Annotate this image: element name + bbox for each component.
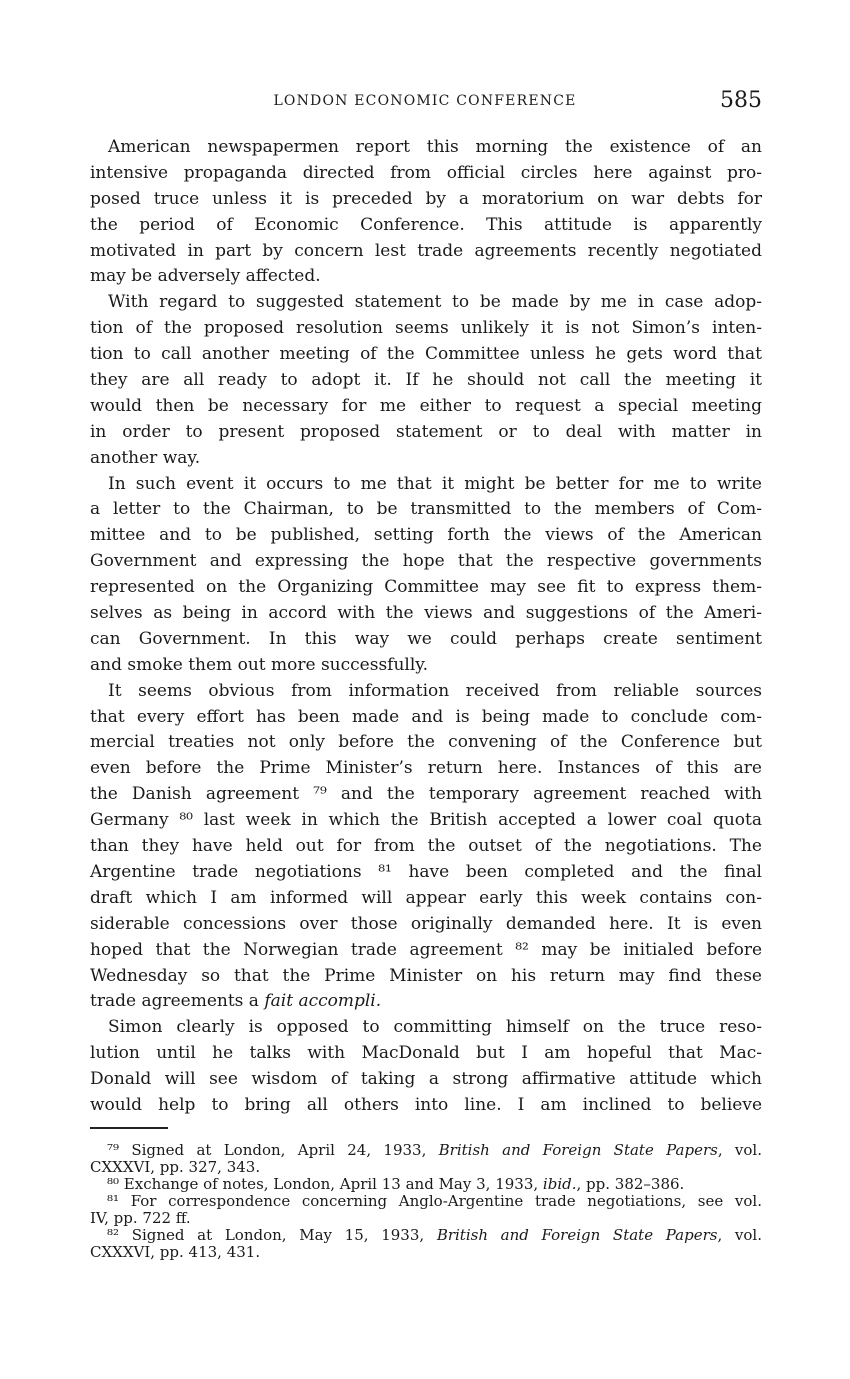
text-line	[90, 1093, 762, 1119]
italic-text: ibid.	[542, 1175, 577, 1193]
text-segment: the Danish agreement ⁷⁹ and the temporary agreement reached with	[90, 784, 762, 805]
text-line	[90, 264, 762, 290]
text-line	[90, 290, 762, 316]
text-line	[90, 1067, 762, 1093]
text-segment: Simon clearly is opposed to committing himself on the truce reso-	[108, 1017, 762, 1038]
text-line	[90, 1015, 762, 1041]
text-line	[90, 523, 762, 549]
footnote-line	[90, 1193, 762, 1210]
text-segment: a letter to the Chairman, to be transmitted to the members of Com-	[90, 499, 762, 520]
body-text	[90, 135, 762, 1119]
paragraph	[90, 290, 762, 471]
text-line	[90, 601, 762, 627]
text-line	[90, 964, 762, 990]
text-segment: In such event it occurs to me that it might be better for me to write	[108, 473, 762, 494]
footnote-line	[90, 1142, 762, 1159]
text-segment: With regard to suggested statement to be made by me in case adop-	[108, 292, 762, 313]
text-segment: , vol.	[717, 1226, 762, 1244]
text-segment: , vol.	[717, 1141, 762, 1159]
text-line	[90, 938, 762, 964]
text-segment: motivated in part by concern lest trade agreements recently negotiated	[90, 240, 762, 261]
text-segment: draft which I am informed will appear early this week contains con-	[90, 887, 762, 908]
text-line	[90, 860, 762, 886]
paragraph	[90, 679, 762, 1016]
text-segment: Government and expressing the hope that the respective governments	[90, 551, 762, 572]
text-segment: lution until he talks with MacDonald but I am hopeful that Mac-	[90, 1043, 762, 1064]
text-segment: may be adversely affected.	[90, 266, 321, 287]
footnote-line	[90, 1176, 762, 1193]
italic-text: British and Foreign State Papers	[436, 1226, 718, 1244]
text-segment: that every effort has been made and is being made to conclude com-	[90, 706, 762, 727]
text-segment: CXXXVI, pp. 327, 343.	[90, 1158, 261, 1176]
text-segment: hoped that the Norwegian trade agreement ⁸² may be initialed before	[90, 939, 762, 960]
footnotes	[90, 1142, 762, 1261]
text-segment: another way.	[90, 447, 201, 468]
paragraph	[90, 472, 762, 679]
footnote-line	[90, 1210, 762, 1227]
text-line	[90, 730, 762, 756]
text-segment: ⁸¹ For correspondence concerning Anglo-Argentine trade negotiations, see vol.	[107, 1192, 762, 1210]
text-line	[90, 653, 762, 679]
text-line	[90, 316, 762, 342]
text-line	[90, 834, 762, 860]
footnote-divider	[90, 1127, 168, 1129]
text-line	[90, 575, 762, 601]
text-segment: posed truce unless it is preceded by a moratorium on war debts for	[90, 188, 762, 209]
text-segment: ⁸² Signed at London, May 15, 1933,	[107, 1226, 437, 1244]
text-segment: can Government. In this way we could perhaps create sentiment	[90, 628, 762, 649]
text-segment: would then be necessary for me either to request a special meeting	[90, 395, 762, 416]
footnote	[90, 1193, 762, 1227]
text-line	[90, 808, 762, 834]
text-line	[90, 1041, 762, 1067]
text-segment: , pp. 382–386.	[576, 1175, 685, 1193]
text-line	[90, 187, 762, 213]
page-number: 585	[720, 88, 762, 113]
text-line	[90, 705, 762, 731]
text-segment: Germany ⁸⁰ last week in which the British accepted a lower coal quota	[90, 810, 762, 831]
text-segment: selves as being in accord with the views and suggestions of the Ameri-	[90, 603, 762, 624]
running-header-title: LONDON ECONOMIC CONFERENCE	[273, 93, 577, 109]
text-segment: ⁸⁰ Exchange of notes, London, April 13 and May 3, 1933,	[107, 1175, 543, 1193]
paragraph	[90, 1015, 762, 1119]
text-line	[90, 472, 762, 498]
text-segment: than they have held out for from the outset of the negotiations. The	[90, 836, 762, 857]
text-line	[90, 627, 762, 653]
text-line	[90, 886, 762, 912]
footnote	[90, 1176, 762, 1193]
footnote-line	[90, 1159, 762, 1176]
footnote	[90, 1227, 762, 1261]
text-line	[90, 420, 762, 446]
text-line	[90, 239, 762, 265]
paragraph	[90, 135, 762, 290]
text-line	[90, 756, 762, 782]
text-segment: they are all ready to adopt it. If he should not call the meeting it	[90, 370, 762, 391]
footnote-line	[90, 1244, 762, 1261]
text-segment: would help to bring all others into line. I am inclined to believe	[90, 1094, 762, 1115]
text-segment: Donald will see wisdom of taking a strong affirmative attitude which	[90, 1069, 762, 1090]
text-segment: It seems obvious from information received from reliable sources	[108, 680, 762, 701]
italic-text: fait accompli.	[264, 991, 382, 1012]
text-segment: Wednesday so that the Prime Minister on his return may find these	[90, 965, 762, 986]
footnote	[90, 1142, 762, 1176]
text-segment: even before the Prime Minister’s return here. Instances of this are	[90, 758, 762, 779]
text-line	[90, 368, 762, 394]
text-line	[90, 497, 762, 523]
text-segment: mittee and to be published, setting forth the views of the American	[90, 525, 762, 546]
text-segment: in order to present proposed statement or to deal with matter in	[90, 421, 762, 442]
text-line	[90, 161, 762, 187]
text-line	[90, 549, 762, 575]
footnote-line	[90, 1227, 762, 1244]
text-segment: siderable concessions over those originally demanded here. It is even	[90, 913, 762, 934]
text-segment: ⁷⁹ Signed at London, April 24, 1933,	[107, 1141, 439, 1159]
text-line	[90, 782, 762, 808]
text-segment: IV, pp. 722 ff.	[90, 1209, 191, 1227]
text-line	[90, 989, 762, 1015]
text-segment: and smoke them out more successfully.	[90, 654, 429, 675]
text-segment: trade agreements a	[90, 991, 265, 1012]
text-segment: tion to call another meeting of the Committee unless he gets word that	[90, 344, 762, 365]
text-line	[90, 213, 762, 239]
text-line	[90, 394, 762, 420]
text-segment: tion of the proposed resolution seems unlikely it is not Simon’s inten-	[90, 318, 762, 339]
italic-text: British and Foreign State Papers	[438, 1141, 718, 1159]
text-line	[90, 135, 762, 161]
text-segment: mercial treaties not only before the convening of the Conference but	[90, 732, 762, 753]
text-line	[90, 679, 762, 705]
text-segment: Argentine trade negotiations ⁸¹ have been completed and the final	[90, 861, 762, 882]
text-segment: represented on the Organizing Committee may see fit to express them-	[90, 577, 762, 598]
text-segment: American newspapermen report this morning the existence of an	[108, 137, 762, 157]
text-segment: the period of Economic Conference. This attitude is apparently	[90, 214, 762, 235]
text-segment: intensive propaganda directed from official circles here against pro-	[90, 162, 762, 183]
text-line	[90, 912, 762, 938]
text-segment: CXXXVI, pp. 413, 431.	[90, 1243, 261, 1261]
text-line	[90, 446, 762, 472]
text-line	[90, 342, 762, 368]
